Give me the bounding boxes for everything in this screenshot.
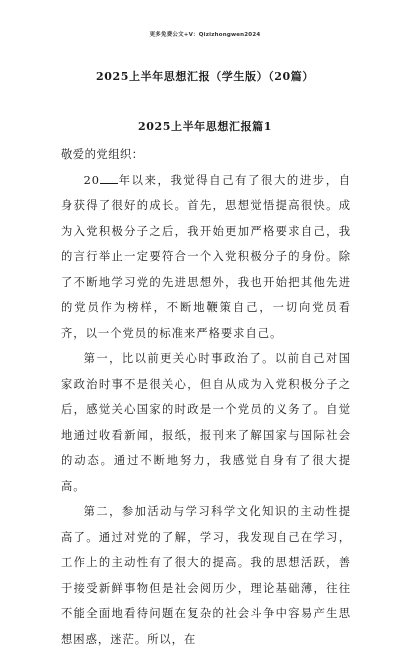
- header-note: 更多免费公文+V：Qizizhongwen2024: [149, 32, 261, 38]
- paragraph-1: [61, 168, 351, 347]
- document-body: [61, 142, 351, 652]
- paragraph-2: 第一，比以前更关心时事政治了。以前自己对国家政治时事不是很关心，但自从成为入党积极分子之后，感觉关心国家的时政是一个党员的义务了。自觉地通过收看新闻，报纸，报刊来了解国家与国际社会的动态。通过不断地努力，我感觉自身有了很大提高。: [61, 352, 351, 493]
- year-blank: [100, 172, 118, 183]
- paragraph-3: 第二，参加活动与学习科学文化知识的主动性提高了。通过对党的了解，学习，我发现自己在学习，工作上的主动性有了很大的提高。我的思想活跃，善于接受新鲜事物但是社会阅历少，理论基础薄，往往不能全面地看待问题在复杂的社会斗争中容易产生思想困惑，迷茫。所以，在: [61, 505, 351, 646]
- paragraph-1-text: 年以来，我觉得自己有了很大的进步，自身获得了很好的成长。首先，思想觉悟提高很快。成为入党积极分子之后，我开始更加严格要求自己，我的言行举止一定要符合一个入党积极分子的身份。除了不断地学习党的先进思想外，我也开始把其他先进的党员作为榜样，不断地鞭策自己，一切向党员看齐，以一个党员的标准来严格要求自己。: [61, 173, 351, 340]
- salutation: 敬爱的党组织：: [61, 148, 144, 161]
- paragraph-1-lead: 20: [83, 173, 100, 187]
- section-title: 2025上半年思想汇报篇1: [137, 120, 273, 133]
- document-title: 2025上半年思想汇报（学生版）（20篇）: [95, 70, 315, 83]
